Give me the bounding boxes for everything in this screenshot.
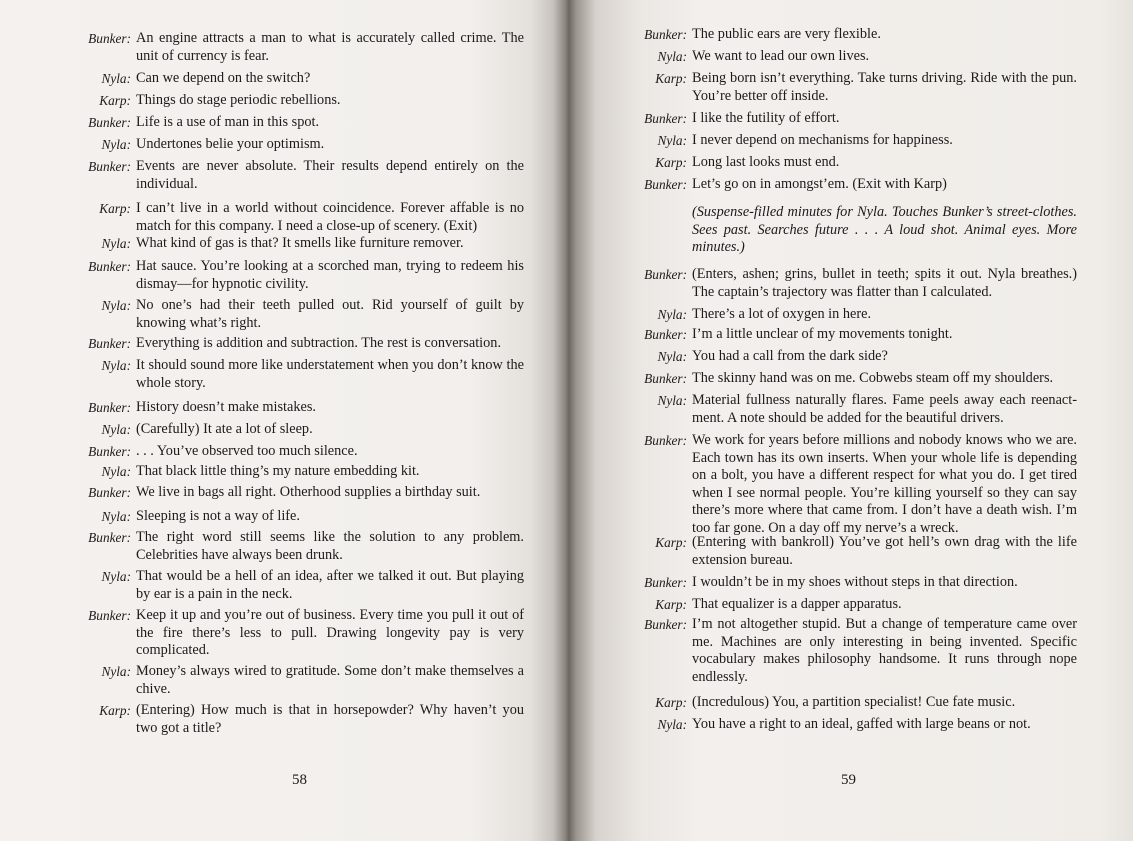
dialogue-line <box>632 432 1077 538</box>
dialogue-line <box>632 48 1077 66</box>
speaker-name: Bunker: <box>88 31 131 46</box>
dialogue-text: An engine attracts a man to what is accurately called crime. The unit of currency is fear. <box>136 30 524 64</box>
dialogue-text: Hat sauce. You’re looking at a scorched man, trying to redeem his dismay—for hypnotic civility. <box>136 258 524 292</box>
speaker-name: Karp: <box>655 695 687 710</box>
dialogue-text: (Entering with bankroll) You’ve got hell’s own drag with the life extension bureau. <box>692 534 1077 568</box>
dialogue-text: The public ears are very flexible. <box>692 26 881 42</box>
dialogue-text: It should sound more like understatement when you don’t know the whole story. <box>136 357 524 391</box>
dialogue-line <box>84 335 524 353</box>
speaker-name: Bunker: <box>644 575 687 590</box>
speaker-name: Bunker: <box>88 485 131 500</box>
speaker-name: Nyla: <box>101 298 131 313</box>
speaker-name: Karp: <box>99 93 131 108</box>
dialogue-text: That would be a hell of an idea, after we talked it out. But playing by ear is a pain in the neck. <box>136 568 524 602</box>
dialogue-text: The skinny hand was on me. Cobwebs steam off my shoulders. <box>692 370 1054 386</box>
speaker-name: Karp: <box>99 201 131 216</box>
speaker-name: Nyla: <box>657 133 687 148</box>
dialogue-text: (Entering) How much is that in horsepowder? Why haven’t you two got a title? <box>136 702 524 736</box>
speaker-name: Nyla: <box>101 664 131 679</box>
speaker-name: Bunker: <box>88 530 131 545</box>
dialogue-text: That black little thing’s my nature embedding kit. <box>136 463 420 479</box>
speaker-name: Bunker: <box>644 267 687 282</box>
speaker-name: Nyla: <box>101 569 131 584</box>
speaker-name: Nyla: <box>101 509 131 524</box>
dialogue-line <box>84 484 524 502</box>
stage-direction-text: (Suspense-filled minutes for Nyla. Touches Bunker’s street-clothes. Sees past. Searches future . . . A loud shot. Animal eyes. More minutes.) <box>692 204 1077 256</box>
speaker-name: Bunker: <box>88 336 131 351</box>
dialogue-line <box>84 357 524 392</box>
dialogue-line <box>632 154 1077 172</box>
dialogue-text: (Enters, ashen; grins, bullet in teeth; spits it out. Nyla breathes.) The captain’s trajectory was flatter than I calculated. <box>692 266 1077 300</box>
dialogue-text: (Incredulous) You, a partition specialist! Cue fate music. <box>692 694 1016 710</box>
speaker-name: Karp: <box>655 597 687 612</box>
speaker-name: Nyla: <box>101 137 131 152</box>
dialogue-text: Everything is addition and subtraction. The rest is conversation. <box>136 335 502 351</box>
speaker-name: Nyla: <box>101 464 131 479</box>
dialogue-text: Life is a use of man in this spot. <box>136 114 320 130</box>
dialogue-line <box>632 70 1077 105</box>
dialogue-line <box>632 306 1077 324</box>
page-number-left: 58 <box>292 772 307 788</box>
dialogue-text: Money’s always wired to gratitude. Some don’t make themselves a chive. <box>136 663 524 697</box>
speaker-name: Nyla: <box>657 717 687 732</box>
dialogue-text: We live in bags all right. Otherhood supplies a birthday suit. <box>136 484 481 500</box>
dialogue-line <box>84 508 524 526</box>
page-number-right: 59 <box>841 772 856 788</box>
speaker-name: Bunker: <box>644 177 687 192</box>
dialogue-line <box>632 370 1077 388</box>
speaker-name: Bunker: <box>88 608 131 623</box>
speaker-name: Nyla: <box>657 49 687 64</box>
dialogue-line <box>632 716 1077 734</box>
dialogue-text: You had a call from the dark side? <box>692 348 888 364</box>
dialogue-line <box>632 616 1077 686</box>
dialogue-text: Let’s go on in amongst’em. (Exit with Karp) <box>692 176 947 192</box>
dialogue-text: Long last looks must end. <box>692 154 840 170</box>
dialogue-text: That equalizer is a dapper apparatus. <box>692 596 902 612</box>
dialogue-text: What kind of gas is that? It smells like furniture remover. <box>136 235 464 251</box>
dialogue-line <box>84 443 524 461</box>
dialogue-line <box>84 607 524 660</box>
dialogue-text: Undertones belie your optimism. <box>136 136 325 152</box>
dialogue-line <box>84 702 524 737</box>
dialogue-text: I’m a little unclear of my movements tonight. <box>692 326 953 342</box>
dialogue-line <box>84 158 524 193</box>
left-page <box>0 0 560 841</box>
dialogue-line <box>84 92 524 110</box>
right-page <box>578 0 1133 841</box>
dialogue-line <box>632 266 1077 301</box>
dialogue-line <box>84 200 524 235</box>
dialogue-text: Keep it up and you’re out of business. Every time you pull it out of the fire there’s less to pull. Drawing longevity pay is very complicated. <box>136 607 524 659</box>
speaker-name: Nyla: <box>101 358 131 373</box>
dialogue-line <box>84 258 524 293</box>
speaker-name: Nyla: <box>101 236 131 251</box>
speaker-name: Karp: <box>99 703 131 718</box>
dialogue-text: Being born isn’t everything. Take turns driving. Ride with the pun. You’re better off inside. <box>692 70 1077 104</box>
dialogue-text: Material fullness naturally flares. Fame peels away each reenact-ment. A note should be added for the beautiful drivers. <box>692 392 1077 426</box>
dialogue-text: We want to lead our own lives. <box>692 48 870 64</box>
stage-indent <box>632 204 692 257</box>
dialogue-line <box>632 392 1077 427</box>
dialogue-text: The right word still seems like the solution to any problem. Celebrities have always been drunk. <box>136 529 524 563</box>
dialogue-text: Events are never absolute. Their results depend entirely on the individual. <box>136 158 524 192</box>
dialogue-text: No one’s had their teeth pulled out. Rid yourself of guilt by knowing what’s right. <box>136 297 524 331</box>
speaker-name: Karp: <box>655 535 687 550</box>
dialogue-line <box>632 694 1077 712</box>
dialogue-line <box>84 235 524 253</box>
dialogue-line <box>84 136 524 154</box>
speaker-name: Bunker: <box>88 259 131 274</box>
speaker-name: Nyla: <box>101 422 131 437</box>
dialogue-text: We work for years before millions and nobody knows who we are. Each town has its own inserts. When your whole life is depending on a bolt, you have a different respect for what you do. I get tired when I see normal people. You’re killing yourself so they can say there’s more where that came from. I don’t have a death wish. I’m too far gone. On a day off my nerve’s a wreck. <box>692 432 1077 536</box>
dialogue-line <box>632 326 1077 344</box>
dialogue-text: I can’t live in a world without coincidence. Forever affable is no match for this company. I need a close-up of scenery. (Exit) <box>136 200 524 234</box>
speaker-name: Bunker: <box>88 115 131 130</box>
speaker-name: Bunker: <box>644 433 687 448</box>
dialogue-text: . . . You’ve observed too much silence. <box>136 443 358 459</box>
dialogue-line <box>84 30 524 65</box>
speaker-name: Bunker: <box>644 327 687 342</box>
speaker-name: Nyla: <box>657 307 687 322</box>
dialogue-text: Things do stage periodic rebellions. <box>136 92 341 108</box>
dialogue-line <box>632 574 1077 592</box>
speaker-name: Bunker: <box>644 27 687 42</box>
dialogue-text: I’m not altogether stupid. But a change of temperature came over me. Machines are only interesting in being invented. Specific vocabulary makes philosophy handsome. It runs through nope endlessly. <box>692 616 1077 685</box>
speaker-name: Nyla: <box>657 393 687 408</box>
dialogue-line <box>632 348 1077 366</box>
speaker-name: Bunker: <box>644 111 687 126</box>
dialogue-line <box>84 421 524 439</box>
dialogue-text: I wouldn’t be in my shoes without steps in that direction. <box>692 574 1018 590</box>
dialogue-text: (Carefully) It ate a lot of sleep. <box>136 421 313 437</box>
dialogue-line <box>632 110 1077 128</box>
dialogue-line <box>84 663 524 698</box>
speaker-name: Bunker: <box>88 444 131 459</box>
dialogue-text: I never depend on mechanisms for happiness. <box>692 132 953 148</box>
dialogue-line <box>84 529 524 564</box>
dialogue-text: There’s a lot of oxygen in here. <box>692 306 872 322</box>
speaker-name: Bunker: <box>644 371 687 386</box>
dialogue-text: History doesn’t make mistakes. <box>136 399 317 415</box>
dialogue-text: I like the futility of effort. <box>692 110 840 126</box>
dialogue-line <box>632 534 1077 569</box>
dialogue-line <box>632 596 1077 614</box>
dialogue-line <box>632 132 1077 150</box>
dialogue-line <box>84 568 524 603</box>
speaker-name: Bunker: <box>88 159 131 174</box>
dialogue-line <box>84 114 524 132</box>
speaker-name: Bunker: <box>644 617 687 632</box>
speaker-name: Nyla: <box>101 71 131 86</box>
dialogue-line <box>84 463 524 481</box>
dialogue-line <box>84 297 524 332</box>
dialogue-text: You have a right to an ideal, gaffed with large beans or not. <box>692 716 1031 732</box>
speaker-name: Karp: <box>655 155 687 170</box>
stage-direction <box>632 204 1077 257</box>
dialogue-line <box>632 176 1077 194</box>
dialogue-line <box>84 399 524 417</box>
dialogue-text: Can we depend on the switch? <box>136 70 311 86</box>
speaker-name: Nyla: <box>657 349 687 364</box>
dialogue-line <box>632 26 1077 44</box>
speaker-name: Karp: <box>655 71 687 86</box>
dialogue-text: Sleeping is not a way of life. <box>136 508 300 524</box>
dialogue-line <box>84 70 524 88</box>
speaker-name: Bunker: <box>88 400 131 415</box>
